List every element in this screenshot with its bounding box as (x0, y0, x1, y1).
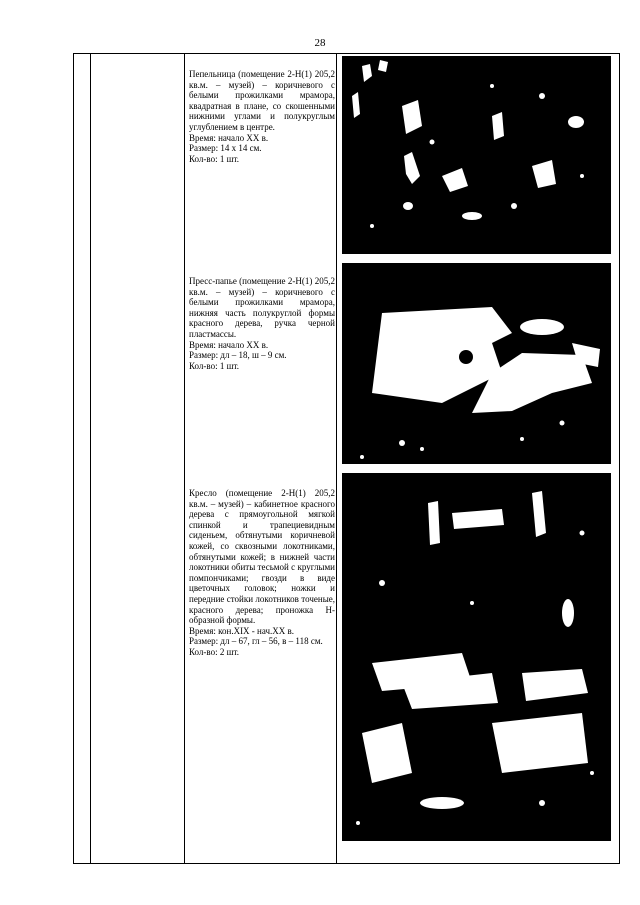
item-time: Время: начало XX в. (189, 339, 269, 350)
item-count: Кол-во: 1 шт. (189, 360, 240, 371)
inventory-table (73, 53, 620, 864)
column-divider (90, 54, 91, 863)
column-divider (336, 54, 337, 863)
item-size: Размер: 14 х 14 см. (189, 143, 262, 154)
item-description: Пепельница (помещение 2-Н(1) 205,2 кв.м. – музей) – коричневого с белыми прожилками мрамора, квадратная в плане, со скошенными нижними углами и полукруглым углублением в центре. (189, 69, 335, 132)
item-count: Кол-во: 2 шт. (189, 646, 240, 657)
item-description: Пресс-папье (помещение 2-Н(1) 205,2 кв.м. – музей) – коричневого с белыми прожилками мрамора, нижняя часть полукруглой формы красного дерева, ручка черной пластмассы. (189, 276, 335, 339)
paperweight-photo (342, 263, 611, 464)
item-ashtray-text (189, 69, 335, 164)
item-time: Время: начало XX в. (189, 132, 269, 143)
column-divider (184, 54, 185, 863)
item-size: Размер: дл – 67, гл – 56, в – 118 см. (189, 636, 323, 647)
item-paperweight-text (189, 276, 335, 371)
armchair-photo (342, 473, 611, 841)
ashtray-photo (342, 56, 611, 254)
item-armchair-text (189, 488, 335, 658)
item-size: Размер: дл – 18, ш – 9 см. (189, 350, 287, 361)
item-count: Кол-во: 1 шт. (189, 153, 240, 164)
item-time: Время: кон.XIX - нач.XX в. (189, 625, 295, 636)
item-description: Кресло (помещение 2-Н(1) 205,2 кв.м. – музей) – кабинетное красного дерева с прямоугольной мягкой спинкой и трапециевидным сиденьем, обтянутыми коричневой кожей, со сквозными локотниками, обтянутыми кожей; в нижней части локотники обиты тесьмой с круглыми помпончиками; гвозди в виде цветочных головок; ножки и передние стойки локотников точеные, красного дерева; проножка Н-образной формы. (189, 488, 335, 626)
page-number: 28 (314, 37, 326, 49)
